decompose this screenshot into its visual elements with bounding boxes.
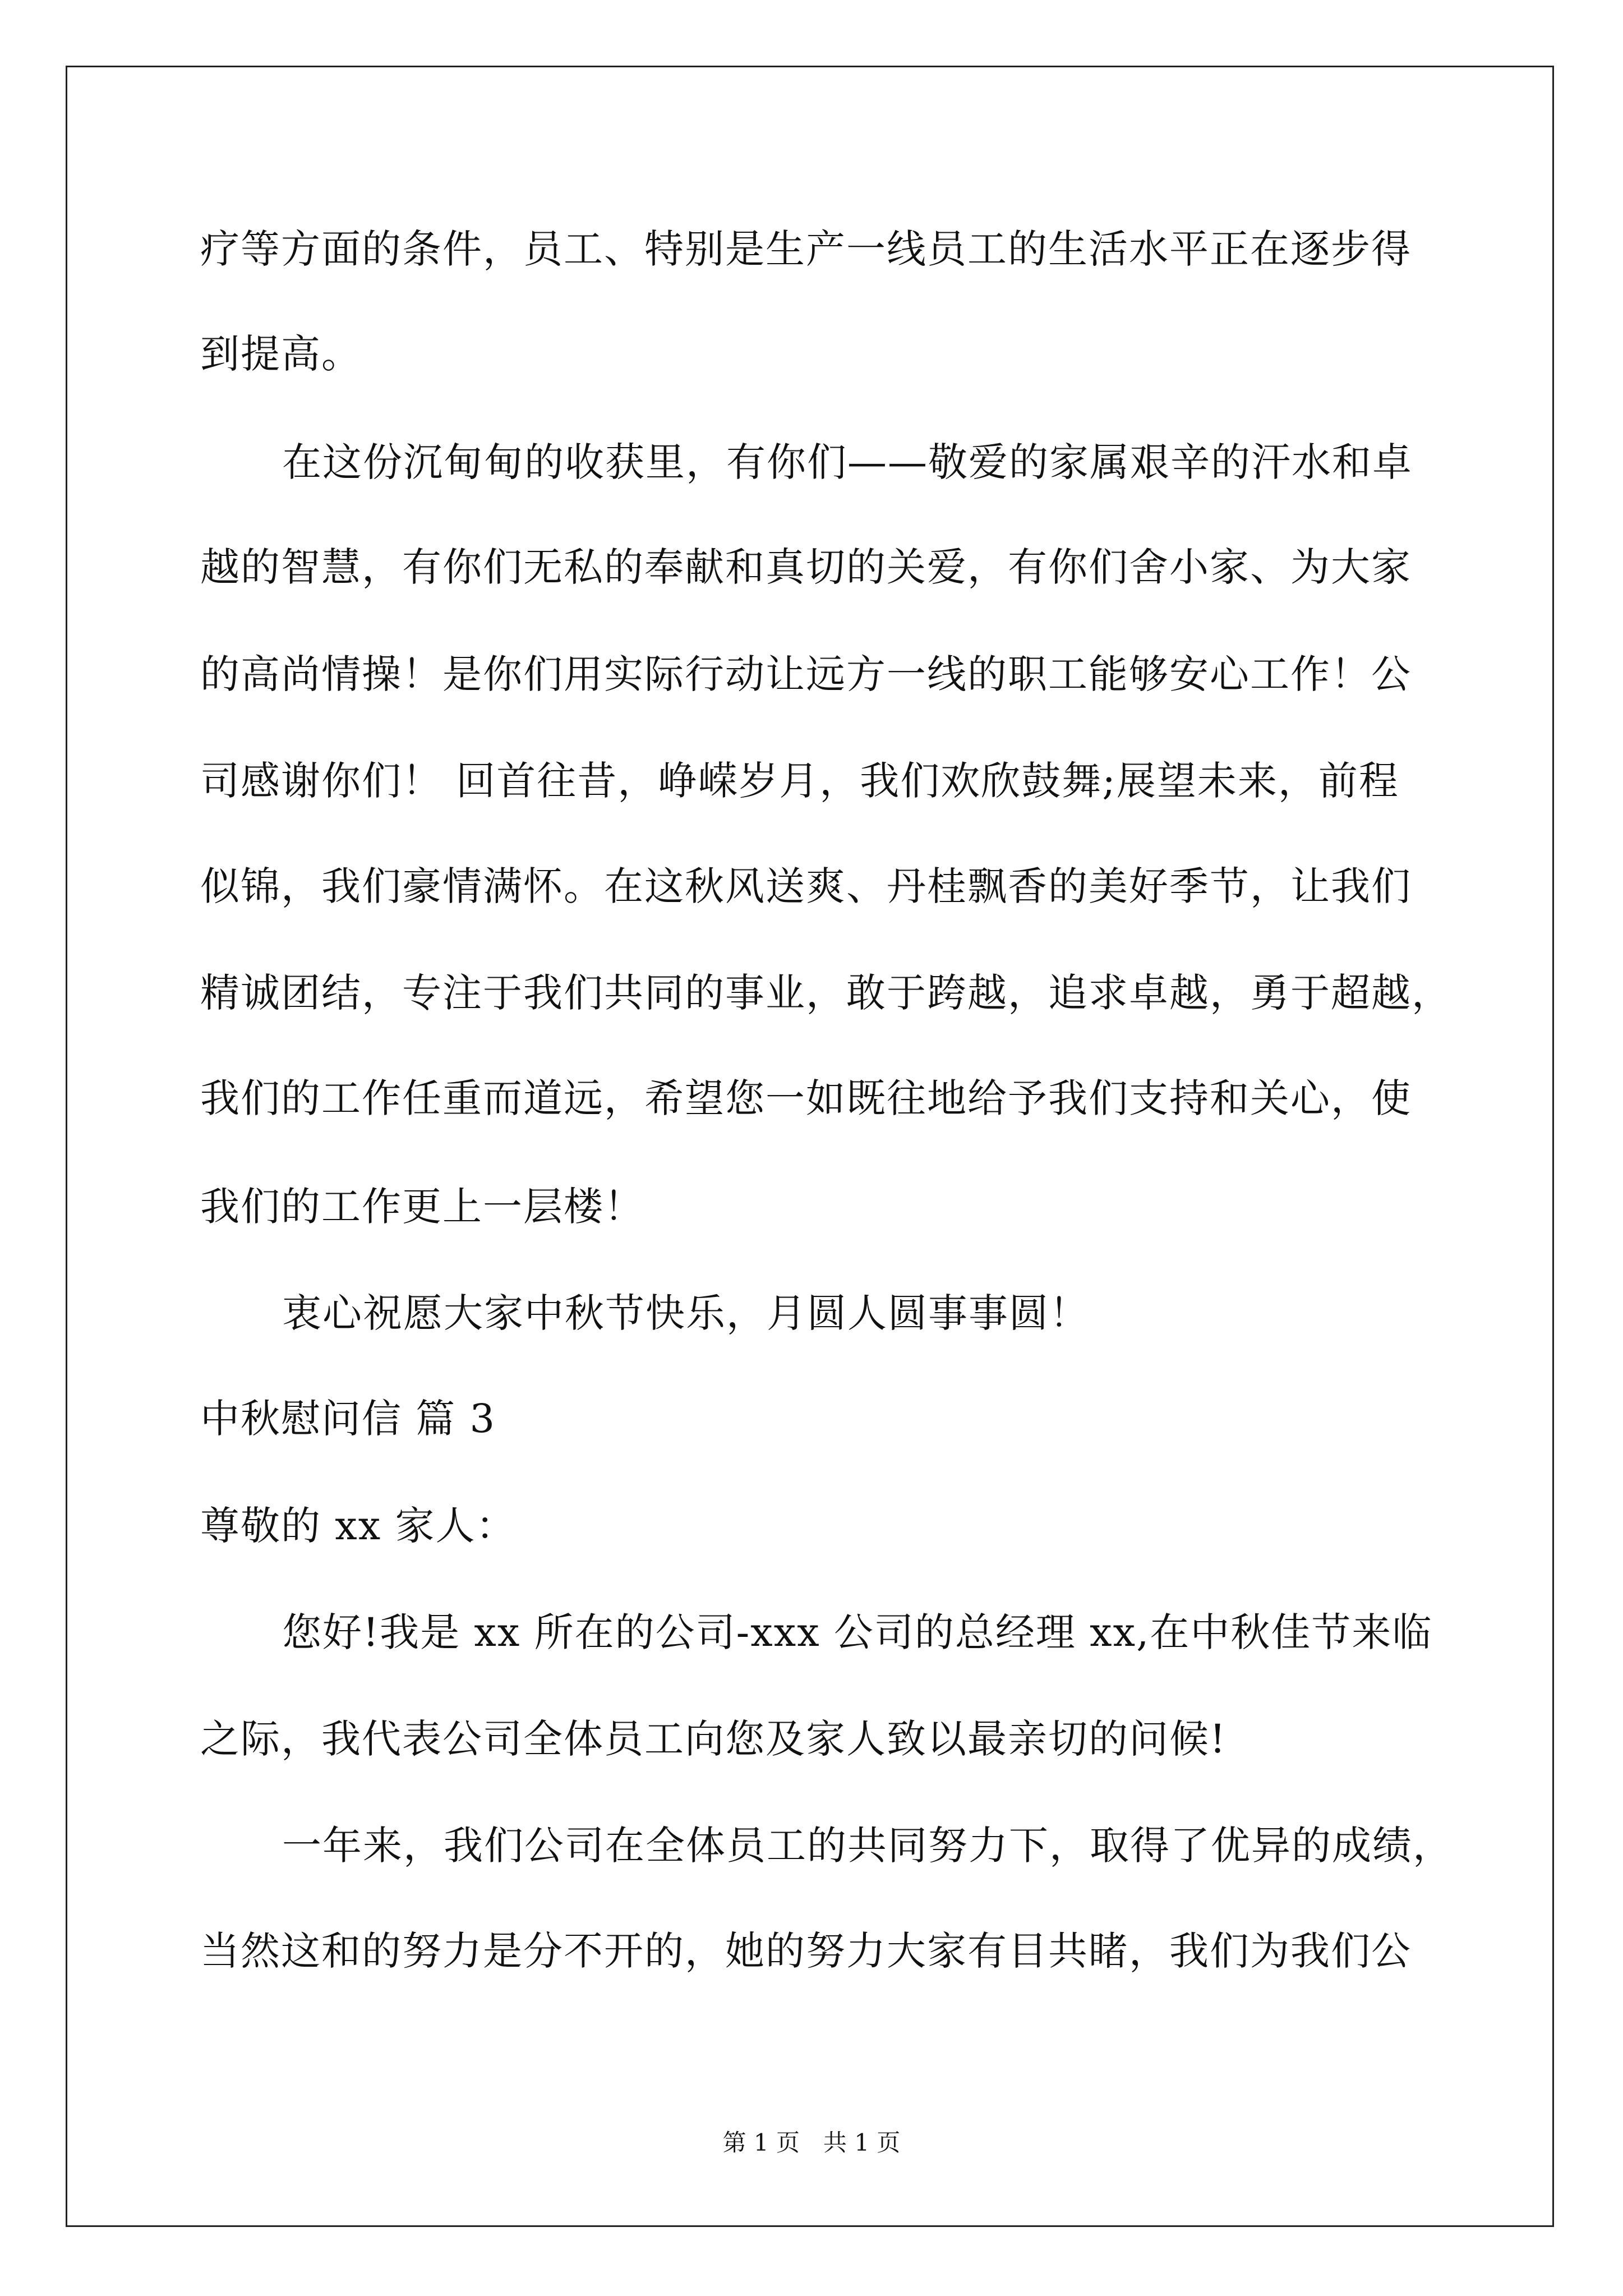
body-line: 司感谢你们！ 回首往昔，峥嵘岁月，我们欢欣鼓舞;展望未来，前程 bbox=[200, 758, 1399, 804]
page-number-footer: 第 1 页 共 1 页 bbox=[722, 2129, 901, 2156]
body-line: 我们的工作任重而道远，希望您一如既往地给予我们支持和关心，使 bbox=[200, 1075, 1412, 1121]
body-line: 到提高。 bbox=[200, 331, 362, 377]
body-line: 衷心祝愿大家中秋节快乐，月圆人圆事事圆！ bbox=[282, 1290, 1090, 1336]
body-line: 在这份沉甸甸的收获里，有你们——敬爱的家属艰辛的汗水和卓 bbox=[282, 439, 1413, 485]
body-line: 当然这和的努力是分不开的，她的努力大家有目共睹，我们为我们公 bbox=[200, 1928, 1412, 1974]
body-line: 似锦，我们豪情满怀。在这秋风送爽、丹桂飘香的美好季节，让我们 bbox=[200, 863, 1412, 909]
body-line: 之际，我代表公司全体员工向您及家人致以最亲切的问候! bbox=[200, 1716, 1227, 1762]
body-line: 疗等方面的条件，员工、特别是生产一线员工的生活水平正在逐步得 bbox=[200, 226, 1412, 272]
salutation: 尊敬的 xx 家人： bbox=[200, 1503, 517, 1549]
body-line: 一年来，我们公司在全体员工的共同努力下，取得了优异的成绩， bbox=[282, 1823, 1453, 1869]
body-line: 精诚团结，专注于我们共同的事业，敢于跨越，追求卓越，勇于超越， bbox=[200, 970, 1452, 1016]
section-heading: 中秋慰问信 篇 3 bbox=[200, 1396, 496, 1442]
body-line: 您好!我是 xx 所在的公司-xxx 公司的总经理 xx,在中秋佳节来临 bbox=[282, 1609, 1433, 1655]
body-line: 我们的工作更上一层楼！ bbox=[200, 1184, 644, 1230]
page-border bbox=[66, 66, 1554, 2227]
body-line: 越的智慧，有你们无私的奉献和真切的关爱，有你们舍小家、为大家 bbox=[200, 544, 1412, 590]
body-line: 的高尚情操！是你们用实际行动让远方一线的职工能够安心工作！公 bbox=[200, 651, 1412, 697]
